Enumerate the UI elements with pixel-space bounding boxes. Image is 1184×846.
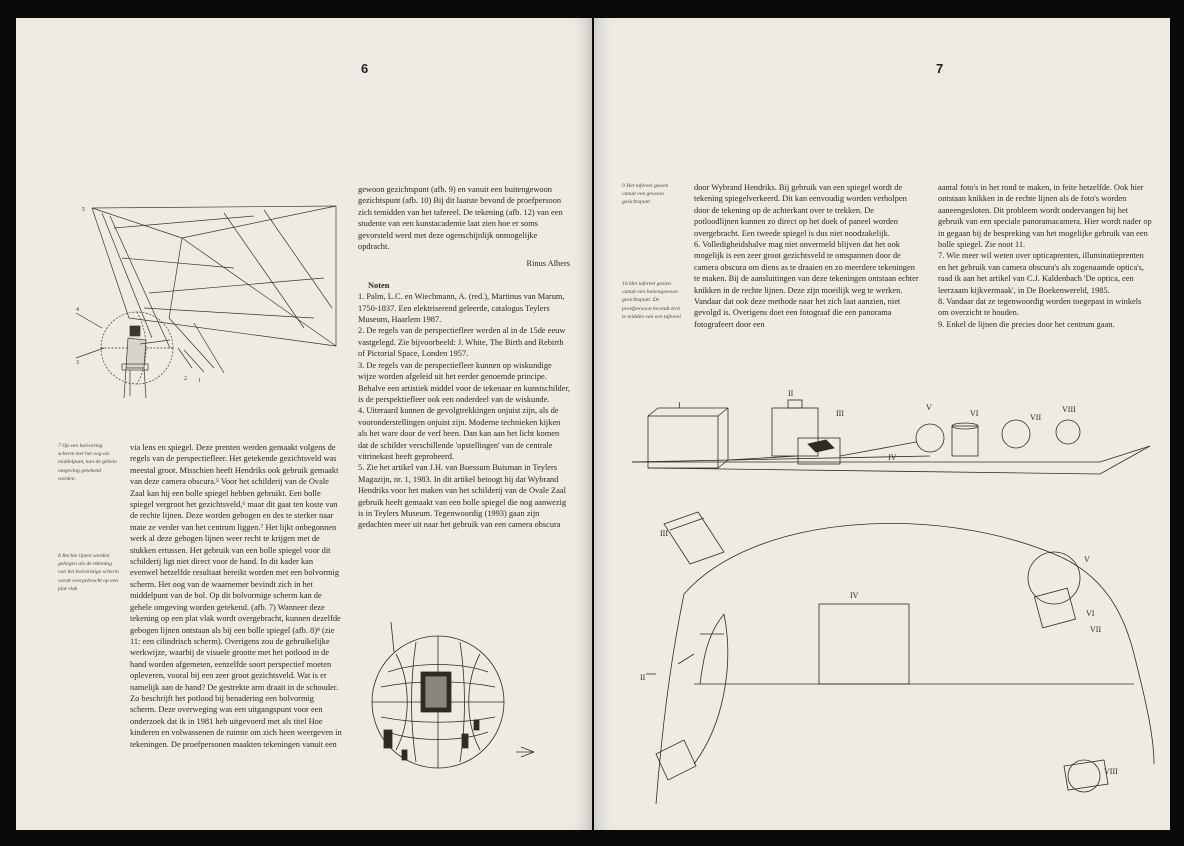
caption-figure-8: 8 Rechte lijnen worden gebogen als de tekening van het bolvormige scherm wordt overgebracht op een plat vlak	[58, 553, 119, 592]
note-2: 2. De regels van de perspectiefleer werden al in de 15de eeuw vastgelegd. Zie bijvoorbeeld: J. White, The Birth and Rebirth of Pictorial Space, Londen 1957.	[358, 326, 566, 359]
note-5: 5. Zie het artikel van J.H. van Buessum Buisman in Teylers Magazijn, nr. 1, 1983. In dit artikel betoogt hij dat Wybrand Hendriks voor het maken van het schilderij van de Ovale Zaal gebruik heeft gemaakt van een bolle spiegel die nog aanwezig is in Teylers Museum. Tegenwoordig (1993) gaan zijn gedachten meer uit naar het gebruik van een camera obscura	[358, 463, 567, 530]
fig7-label-4: 4	[76, 307, 79, 313]
right-page-column-b: aantal foto's in het rond te maken, in feite hetzelfde. Ook hier ontstaan knikken in de rechte lijnen als de foto's worden aaneengesloten. Dit probleem wordt ondervangen bij het gebruik van een speciale panoramacamera. Hier wordt nader op in gegaan bij de bespreking van het mogelijke gebruik van een bolle spiegel. Zie noot 11. 7. Wie meer wil weten over opticaprenten, illuminatieprenten en het gebruik van camera obscura's als zogenaamde optica's, raad ik aan het artikel van C.J. Kaldenbach 'De optica, een leerzaam kijkvermaak', in De Boekenwereld, 1985. 8. Vandaar dat ze tegenwoordig worden toegepast in winkels om overzicht te houden. 9. Enkel de lijnen die precies door het centrum gaan.	[938, 183, 1152, 329]
caption-figure-10: 10 Het tafereel gezien vanuit een buitengewoon gezichtspunt. De proefpersoon bevindt zich te midden van een tafereel	[622, 281, 681, 320]
figure-9-illustration	[630, 386, 1150, 496]
fig10-label-VIII: VIII	[1104, 767, 1118, 776]
left-page-main-column: via lens en spiegel. Deze prenten werden gemaakt volgens de regels van de perspectiefleer. Het getekende gezichtsveld was meestal groot. Misschien heeft Hendriks ook gebruik gemaakt van deze camera obscura.⁵ Voor het schilderij van de Ovale Zaal kan hij een bolle spiegel hebben gebruikt. Een bolle spiegel vergroot het gezichtsveld,⁶ maar dit gaat ten koste van de rechte lijnen. Deze worden gebogen en des te sterker naar mate ze verder van het centrum liggen.⁷ Het lijkt onbegonnen werk al deze gebogen lijnen weer recht te krijgen met de stukken ertussen. Het gebruik van een bolle spiegel voor dit schilderij ligt niet direct voor de hand. In dit kader kan evenwel hetzelfde resultaat bereikt worden met een bolvormig scherm. Het oog van de waarnemer bevindt zich in het middelpunt van de bol. Op dit bolvormige scherm kan de gehele omgeving worden getekend. (afb. 7) Wanneer deze tekening op een plat vlak wordt overgebracht, kunnen dezelfde gebogen lijnen ontstaan als bij een bolle spiegel (afb. 8)⁸ (zie 11: een cilindrisch scherm). Overigens zou de gebruikelijke werkwijze, waarbij de visuele grootte met het potlood in de hand worden afgemeten, eenzelfde soort perspectief moeten opleveren, vooral bij een zeer groot gezichtsveld. Wat is er namelijk aan de hand? De gestrekte arm draait in de schouder. Zo beschrijft het potlood bij benadering een bolvormig scherm. Deze overweging was een uitgangspunt voor een onderzoek dat ik in 1981 heb uitgevoerd met als titel Hoe kinderen en volwassenen de ruimte om zich heen weergeven in tekeningen. De proefpersonen maakten tekeningen vanuit een	[130, 443, 342, 749]
fig9-label-V: V	[926, 403, 932, 412]
caption-figure-9: 9 Het tafereel gezien vanuit een gewoon gezichtspunt	[622, 183, 669, 206]
fig9-label-IV: IV	[888, 453, 897, 462]
figure-10-illustration	[634, 504, 1154, 804]
page-number-right: 7	[936, 61, 944, 76]
fig10-label-VI: VI	[1086, 609, 1095, 618]
fig9-label-VIII: VIII	[1062, 405, 1076, 414]
right-page-column-a: door Wybrand Hendriks. Bij gebruik van een spiegel wordt de tekening spiegelverkeerd. Dit kan eenvoudig worden verholpen door de tekening op de achterkant over te trekken. De potloodlijnen kunnen zo direct op het doek of paneel worden overgebracht. Een tweede spiegel is dus niet noodzakelijk. 6. Volledigheidshalve mag niet onvermeld blijven dat het ook mogelijk is een zeer groot gezichtsveld te omspannen door de camera obscura om diens as te draaien en zo meerdere tekeningen te maken. Bij de aansluitingen van deze tekeningen ontstaan echter knikken in de rechte lijnen. Deze zijn moeilijk weg te werken. Vandaar dat ook deze methode naar het zich laat aanzien, niet gevolgd is. Overigens doet een fotograaf die een panorama fotografeert door een	[694, 183, 919, 329]
right-page	[594, 18, 1170, 830]
fig10-label-II: II	[640, 673, 646, 682]
fig10-label-VII: VII	[1090, 625, 1102, 634]
fig10-label-IV: IV	[850, 591, 859, 600]
fig9-label-VI: VI	[970, 409, 979, 418]
page-number-left: 6	[361, 61, 369, 76]
fig7-label-1: 1	[198, 378, 201, 384]
note-1: 1. Palm, L.C. en Wiechmann, A. (red.), Martinus van Marum, 1750-1837. Een elektriserend geleerde, catalogus Teylers Museum, Haarlem 1987.	[358, 292, 565, 325]
notes-heading: Noten	[368, 280, 390, 290]
fig9-label-VII: VII	[1030, 413, 1042, 422]
note-4: 4. Uiteraard kunnen de gevolgtrekkingen onjuist zijn, als de vooronderstellingen onjuist zijn. Moderne technieken kijken als het ware door de verf heen. Dan kan aan het licht komen dat de schilder verschillende 'opstellingen' van de centrale vitrinekast heeft geprobeerd.	[358, 406, 561, 461]
fig9-label-II: II	[788, 389, 794, 398]
left-page	[16, 18, 592, 830]
fig7-label-2: 2	[184, 376, 187, 382]
fig9-label-III: III	[836, 409, 844, 418]
fig7-label-5: 5	[82, 207, 85, 213]
paragraph: gewoon gezichtspunt (afb. 9) en vanuit een buitengewoon gezichtspunt (afb. 10) Bij dit laatste bevond de proefpersoon zich temidden van het tafereel. De tekening (afb. 12) van een studente van een kunstacademie laat zien hoe er soms gevorsteld werd met deze ogenschijnlijk onmogelijke opdracht.	[358, 185, 563, 252]
author-signature: Rinus Albers	[526, 259, 570, 269]
fig10-label-V: V	[1084, 555, 1090, 564]
left-page-upper-column	[358, 184, 570, 531]
note-3: 3. De regels van de perspectiefleer kunnen op wiskundige wijze worden afgeleid uit het eerder genoemde principe. Behalve een artistiek middel voor de tekenaar en kunstschilder, is de perspektiefleer ook een onderdeel van de wiskunde.	[358, 360, 570, 404]
caption-figure-7: 7 Op een bolvormig scherm met het oog als middelpunt, kan de gehele omgeving getekend worden.	[58, 443, 117, 482]
fig9-label-I: I	[678, 401, 681, 410]
fig10-label-III: III	[660, 529, 668, 538]
figure-8-illustration	[366, 602, 536, 782]
fig7-label-3: 3	[76, 360, 79, 366]
figure-7-illustration	[74, 198, 354, 408]
